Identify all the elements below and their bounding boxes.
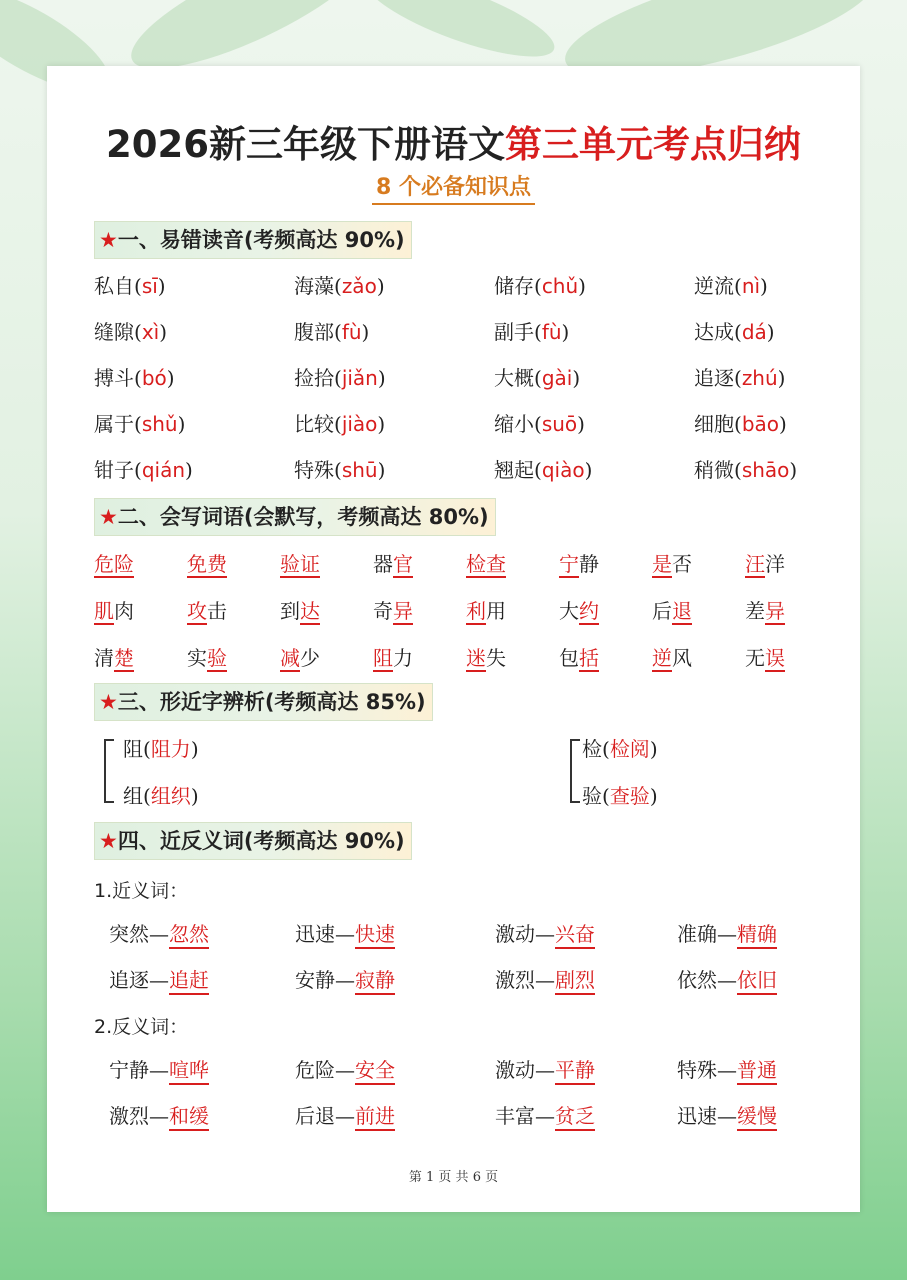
bracket-right	[570, 739, 580, 803]
pair-base-word: 准确	[677, 922, 717, 946]
reading-word: 捡拾	[294, 366, 334, 390]
pair-dash: —	[335, 922, 355, 946]
word-pair	[495, 918, 595, 947]
word-key-chars: 验	[207, 646, 227, 670]
word-plain-char: 否	[672, 552, 692, 576]
writing-word	[466, 642, 506, 671]
reading-word: 缩小	[494, 412, 534, 436]
writing-word	[94, 595, 134, 624]
pair-dash: —	[535, 922, 555, 946]
writing-word	[466, 595, 506, 624]
pair-dash: —	[149, 922, 169, 946]
word-key-chars: 验证	[280, 552, 320, 576]
star-icon: ★	[99, 690, 118, 714]
word-pair	[677, 964, 777, 993]
word-key-chars: 异	[393, 599, 413, 623]
writing-word	[745, 548, 785, 577]
word-plain-char: 力	[393, 646, 413, 670]
word-key-chars: 肌	[94, 599, 114, 623]
pair-answer-word: 精确	[737, 922, 777, 949]
pair-answer-word: 前进	[355, 1104, 395, 1131]
reading-item: 逆流(nì)	[694, 274, 768, 298]
page-subtitle: 8 个必备知识点	[47, 170, 860, 205]
reading-pinyin: jiào	[341, 412, 378, 436]
word-key-chars: 利	[466, 599, 486, 623]
writing-word	[373, 595, 413, 624]
reading-item: 捡拾(jiǎn)	[294, 366, 386, 390]
reading-pinyin: dá	[741, 320, 767, 344]
word-pair	[677, 918, 777, 947]
star-icon: ★	[99, 829, 118, 853]
pair-base-word: 危险	[295, 1058, 335, 1082]
reading-item: 储存(chǔ)	[494, 274, 586, 298]
pair-dash: —	[535, 1058, 555, 1082]
reading-item: 属于(shǔ)	[94, 412, 186, 436]
reading-pinyin: shǔ	[141, 412, 178, 436]
reading-word: 腹部	[294, 320, 334, 344]
reading-pinyin: bó	[141, 366, 167, 390]
word-key-chars: 达	[300, 599, 320, 623]
reading-pinyin: gài	[541, 366, 573, 390]
word-plain-char: 到	[280, 599, 300, 623]
word-plain-char: 用	[486, 599, 506, 623]
similar-char-item: 组(组织)	[123, 784, 199, 808]
word-key-chars: 楚	[114, 646, 134, 670]
reading-word: 细胞	[694, 412, 734, 436]
writing-word	[466, 548, 506, 577]
writing-word	[373, 548, 413, 577]
reading-item: 追逐(zhú)	[694, 366, 786, 390]
writing-word	[559, 548, 599, 577]
star-icon: ★	[99, 228, 118, 252]
pair-answer-word: 忽然	[169, 922, 209, 949]
reading-pinyin: shāo	[741, 458, 790, 482]
writing-word	[280, 595, 320, 624]
section-heading-pronunciation: ★一、易错读音(考频高达 90%)	[94, 221, 412, 259]
word-pair	[295, 1100, 395, 1129]
section-heading-synonyms-antonyms: ★四、近反义词(考频高达 90%)	[94, 822, 412, 860]
pair-dash: —	[535, 968, 555, 992]
word-key-chars: 阻	[373, 646, 393, 670]
reading-item: 钳子(qián)	[94, 458, 193, 482]
leaf-decoration	[357, 0, 562, 73]
writing-word	[94, 642, 134, 671]
reading-pinyin: nì	[741, 274, 761, 298]
pair-answer-word: 兴奋	[555, 922, 595, 949]
word-plain-char: 器	[373, 552, 393, 576]
reading-pinyin: qián	[141, 458, 185, 482]
word-key-chars: 检查	[466, 552, 506, 576]
reading-word: 储存	[494, 274, 534, 298]
writing-word	[94, 548, 134, 577]
pair-answer-word: 喧哗	[169, 1058, 209, 1085]
antonyms-label: 2.反义词：	[94, 1016, 189, 1038]
pair-answer-word: 普通	[737, 1058, 777, 1085]
writing-word	[187, 548, 227, 577]
reading-item: 大概(gài)	[494, 366, 581, 390]
reading-word: 追逐	[694, 366, 734, 390]
reading-item: 稍微(shāo)	[694, 458, 798, 482]
synonyms-label: 1.近义词：	[94, 880, 189, 902]
reading-word: 特殊	[294, 458, 334, 482]
pair-dash: —	[335, 1058, 355, 1082]
pair-base-word: 宁静	[109, 1058, 149, 1082]
pair-base-word: 激动	[495, 1058, 535, 1082]
reading-word: 比较	[294, 412, 334, 436]
word-plain-char: 大	[559, 599, 579, 623]
reading-item: 翘起(qiào)	[494, 458, 593, 482]
word-key-chars: 误	[765, 646, 785, 670]
reading-item: 私自(sī)	[94, 274, 166, 298]
pair-base-word: 迅速	[295, 922, 335, 946]
reading-item: 特殊(shū)	[294, 458, 386, 482]
word-pair	[495, 1054, 595, 1083]
word-key-chars: 免费	[187, 552, 227, 576]
reading-item: 副手(fù)	[494, 320, 570, 344]
pair-base-word: 追逐	[109, 968, 149, 992]
pair-base-word: 依然	[677, 968, 717, 992]
word-plain-char: 差	[745, 599, 765, 623]
word-pair	[495, 964, 595, 993]
writing-word	[652, 642, 692, 671]
word-key-chars: 退	[672, 599, 692, 623]
word-plain-char: 清	[94, 646, 114, 670]
writing-word	[652, 595, 692, 624]
pair-base-word: 激烈	[495, 968, 535, 992]
writing-word	[559, 642, 599, 671]
word-key-chars: 宁	[559, 552, 579, 576]
writing-word	[280, 548, 320, 577]
word-pair	[109, 918, 209, 947]
page-number: 第 1 页 共 6 页	[408, 1170, 499, 1185]
writing-word	[373, 642, 413, 671]
word-plain-char: 击	[207, 599, 227, 623]
word-pair	[295, 918, 395, 947]
writing-word	[187, 595, 227, 624]
pair-dash: —	[717, 922, 737, 946]
pair-base-word: 激动	[495, 922, 535, 946]
pair-dash: —	[717, 1104, 737, 1128]
similar-char-item: 验(查验)	[582, 784, 658, 808]
similar-char-item: 阻(阻力)	[123, 737, 199, 761]
pair-base-word: 安静	[295, 968, 335, 992]
word-pair	[677, 1054, 777, 1083]
word-plain-char: 少	[300, 646, 320, 670]
pair-dash: —	[149, 968, 169, 992]
word-plain-char: 失	[486, 646, 506, 670]
reading-word: 搏斗	[94, 366, 134, 390]
word-key-chars: 危险	[94, 552, 134, 576]
word-key-chars: 攻	[187, 599, 207, 623]
reading-item: 海藻(zǎo)	[294, 274, 385, 298]
pair-answer-word: 缓慢	[737, 1104, 777, 1131]
writing-word	[745, 642, 785, 671]
similar-char-item: 检(检阅)	[582, 737, 658, 761]
pair-dash: —	[149, 1104, 169, 1128]
reading-pinyin: suō	[541, 412, 578, 436]
word-pair	[295, 1054, 395, 1083]
word-plain-char: 无	[745, 646, 765, 670]
reading-pinyin: zhú	[741, 366, 778, 390]
word-key-chars: 逆	[652, 646, 672, 670]
reading-word: 大概	[494, 366, 534, 390]
pair-answer-word: 依旧	[737, 968, 777, 995]
pair-answer-word: 平静	[555, 1058, 595, 1085]
writing-word	[280, 642, 320, 671]
writing-word	[652, 548, 692, 577]
reading-word: 翘起	[494, 458, 534, 482]
word-key-chars: 约	[579, 599, 599, 623]
pair-base-word: 特殊	[677, 1058, 717, 1082]
reading-pinyin: chǔ	[541, 274, 579, 298]
word-plain-char: 包	[559, 646, 579, 670]
pair-base-word: 激烈	[109, 1104, 149, 1128]
reading-word: 副手	[494, 320, 534, 344]
word-pair	[109, 1054, 209, 1083]
section-heading-similar-chars: ★三、形近字辨析(考频高达 85%)	[94, 683, 433, 721]
reading-pinyin: sī	[141, 274, 158, 298]
reading-word: 钳子	[94, 458, 134, 482]
reading-pinyin: jiǎn	[341, 366, 378, 390]
word-pair	[295, 964, 395, 993]
reading-word: 海藻	[294, 274, 334, 298]
word-plain-char: 后	[652, 599, 672, 623]
reading-item: 搏斗(bó)	[94, 366, 175, 390]
reading-pinyin: shū	[341, 458, 378, 482]
reading-pinyin: bāo	[741, 412, 779, 436]
reading-item: 细胞(bāo)	[694, 412, 787, 436]
word-key-chars: 异	[765, 599, 785, 623]
word-key-chars: 减	[280, 646, 300, 670]
word-key-chars: 汪	[745, 552, 765, 576]
reading-item: 比较(jiào)	[294, 412, 386, 436]
word-pair	[109, 1100, 209, 1129]
word-plain-char: 风	[672, 646, 692, 670]
reading-item: 缩小(suō)	[494, 412, 585, 436]
word-pair	[109, 964, 209, 993]
reading-pinyin: zǎo	[341, 274, 377, 298]
reading-pinyin: qiào	[541, 458, 585, 482]
reading-pinyin: fù	[541, 320, 562, 344]
reading-word: 缝隙	[94, 320, 134, 344]
reading-item: 达成(dá)	[694, 320, 775, 344]
star-icon: ★	[99, 505, 118, 529]
word-key-chars: 括	[579, 646, 599, 670]
word-key-chars: 迷	[466, 646, 486, 670]
pair-answer-word: 寂静	[355, 968, 395, 995]
pair-dash: —	[149, 1058, 169, 1082]
pair-answer-word: 贫乏	[555, 1104, 595, 1131]
reading-word: 达成	[694, 320, 734, 344]
pair-dash: —	[335, 1104, 355, 1128]
pair-base-word: 突然	[109, 922, 149, 946]
reading-word: 属于	[94, 412, 134, 436]
pair-answer-word: 追赶	[169, 968, 209, 995]
reading-word: 逆流	[694, 274, 734, 298]
pair-base-word: 丰富	[495, 1104, 535, 1128]
page-title: 2026新三年级下册语文第三单元考点归纳	[106, 123, 801, 166]
writing-word	[559, 595, 599, 624]
word-plain-char: 实	[187, 646, 207, 670]
document-page	[47, 66, 860, 1212]
word-plain-char: 静	[579, 552, 599, 576]
reading-item: 缝隙(xì)	[94, 320, 168, 344]
pair-answer-word: 和缓	[169, 1104, 209, 1131]
pair-answer-word: 剧烈	[555, 968, 595, 995]
pair-answer-word: 安全	[355, 1058, 395, 1085]
word-pair	[495, 1100, 595, 1129]
reading-word: 私自	[94, 274, 134, 298]
pair-dash: —	[535, 1104, 555, 1128]
pair-base-word: 后退	[295, 1104, 335, 1128]
pair-dash: —	[717, 968, 737, 992]
writing-word	[745, 595, 785, 624]
pair-dash: —	[717, 1058, 737, 1082]
writing-word	[187, 642, 227, 671]
section-heading-writing: ★二、会写词语(会默写，考频高达 80%)	[94, 498, 496, 536]
pair-answer-word: 快速	[355, 922, 395, 949]
reading-pinyin: fù	[341, 320, 362, 344]
word-key-chars: 官	[393, 552, 413, 576]
word-key-chars: 是	[652, 552, 672, 576]
reading-item: 腹部(fù)	[294, 320, 370, 344]
pair-base-word: 迅速	[677, 1104, 717, 1128]
word-plain-char: 洋	[765, 552, 785, 576]
bracket-left	[104, 739, 114, 803]
pair-dash: —	[335, 968, 355, 992]
reading-pinyin: xì	[141, 320, 160, 344]
word-pair	[677, 1100, 777, 1129]
word-plain-char: 肉	[114, 599, 134, 623]
word-plain-char: 奇	[373, 599, 393, 623]
reading-word: 稍微	[694, 458, 734, 482]
